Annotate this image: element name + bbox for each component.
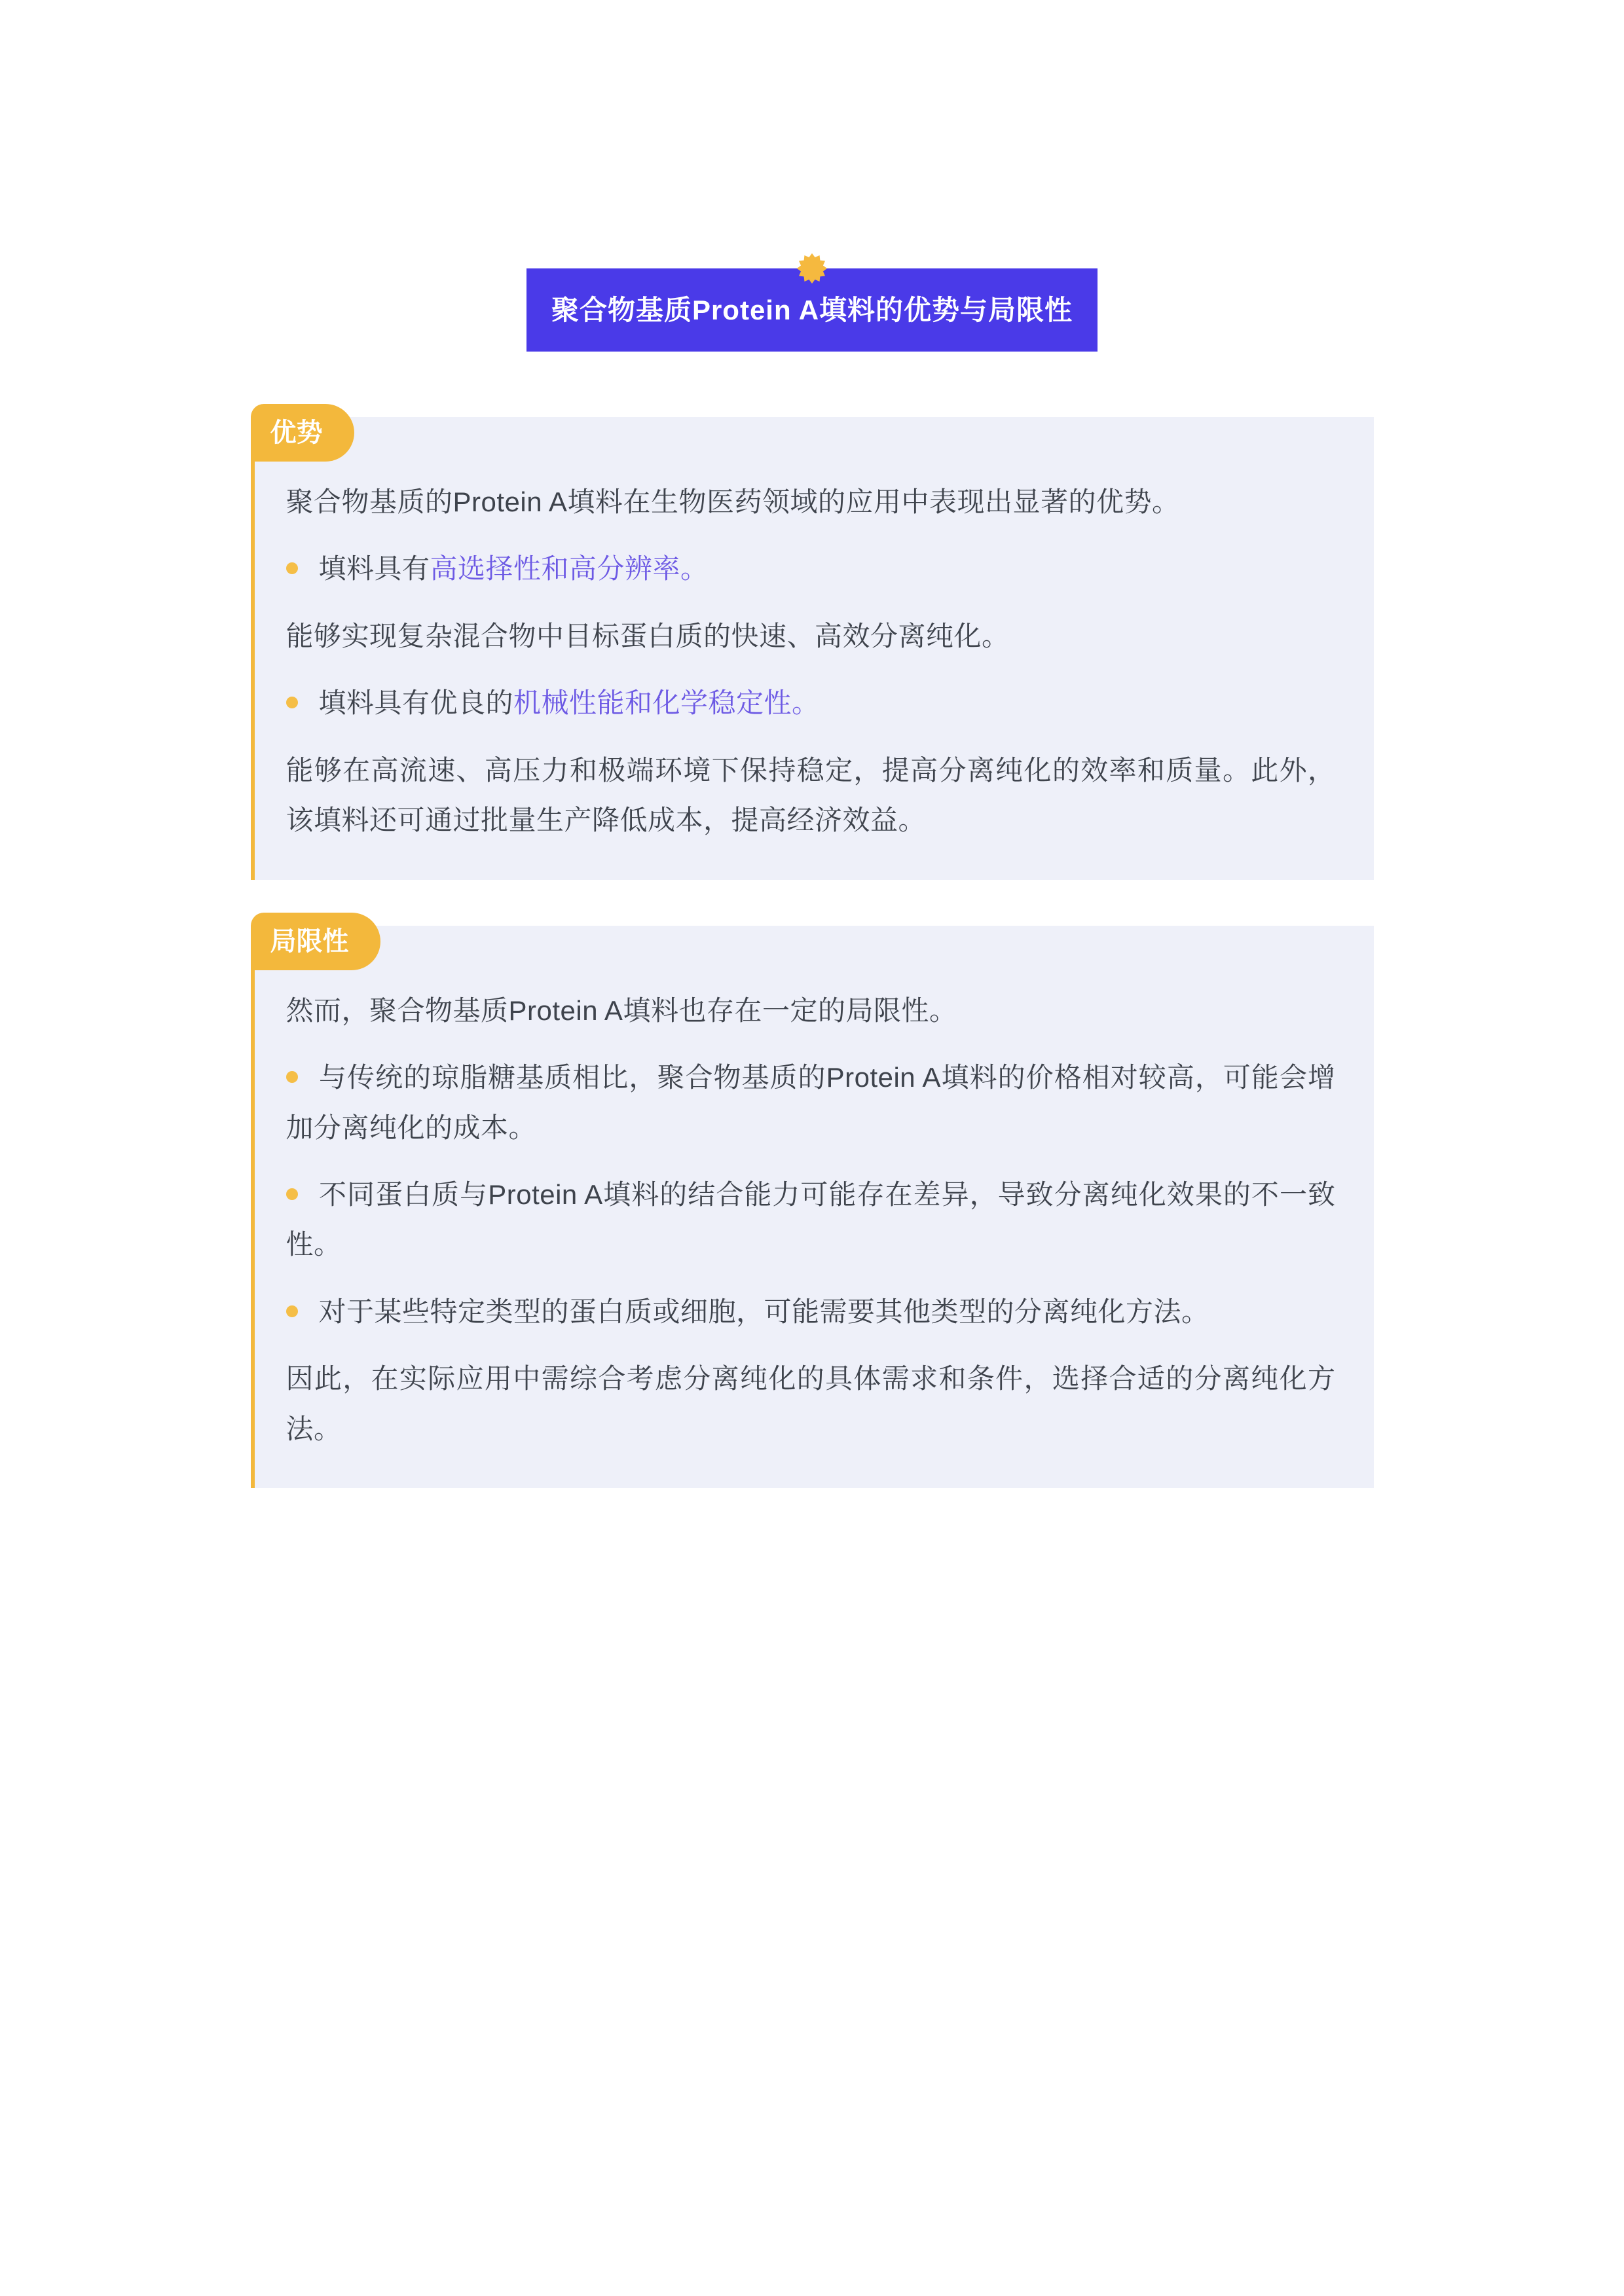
text-run: 填料具有 <box>318 553 430 585</box>
bullet-item <box>286 544 1336 594</box>
bullet-icon <box>286 562 298 574</box>
star-icon <box>796 253 828 284</box>
text-run: 因此，在实际应用中需综合考虑分离纯化的具体需求和条件，选择合适的分离纯化方法。 <box>286 1363 1336 1444</box>
page-title: 聚合物基质Protein A填料的优势与局限性 <box>551 295 1073 325</box>
bullet-icon <box>286 1071 298 1083</box>
bullet-icon <box>286 697 298 708</box>
paragraph <box>286 986 1336 1036</box>
bullet-item <box>286 1287 1336 1337</box>
bullet-item <box>286 1053 1336 1153</box>
bullet-icon <box>286 1188 298 1200</box>
section-tag: 局限性 <box>251 913 380 970</box>
paragraph <box>286 611 1336 661</box>
highlighted-text: 机械性能和化学稳定性。 <box>513 687 820 719</box>
bullet-item <box>286 1170 1336 1270</box>
text-run: 不同蛋白质与Protein A填料的结合能力可能存在差异，导致分离纯化效果的不一致性。 <box>286 1178 1336 1260</box>
content <box>251 417 1374 1488</box>
bullet-item <box>286 678 1336 728</box>
text-run: 填料具有优良的 <box>318 687 514 719</box>
header <box>0 0 1624 352</box>
text-run: 与传统的琼脂糖基质相比，聚合物基质的Protein A填料的价格相对较高，可能会增加分离纯化的成本。 <box>286 1062 1336 1143</box>
highlighted-text: 高选择性和高分辨率。 <box>430 553 709 585</box>
text-run: 对于某些特定类型的蛋白质或细胞，可能需要其他类型的分离纯化方法。 <box>318 1296 1209 1327</box>
text-run: 能够实现复杂混合物中目标蛋白质的快速、高效分离纯化。 <box>286 620 1010 651</box>
section-body <box>286 477 1336 846</box>
paragraph <box>286 1354 1336 1454</box>
text-run: 聚合物基质的Protein A填料在生物医药领域的应用中表现出显著的优势。 <box>286 486 1180 517</box>
paragraph <box>286 477 1336 527</box>
title-banner <box>526 268 1098 352</box>
bullet-icon <box>286 1305 298 1317</box>
section-body <box>286 986 1336 1455</box>
section-tag: 优势 <box>251 404 354 462</box>
section <box>251 417 1374 880</box>
section <box>251 926 1374 1489</box>
text-run: 能够在高流速、高压力和极端环境下保持稳定，提高分离纯化的效率和质量。此外，该填料还可通过批量生产降低成本，提高经济效益。 <box>286 754 1336 836</box>
text-run: 然而，聚合物基质Protein A填料也存在一定的局限性。 <box>286 994 957 1026</box>
paragraph <box>286 746 1336 846</box>
